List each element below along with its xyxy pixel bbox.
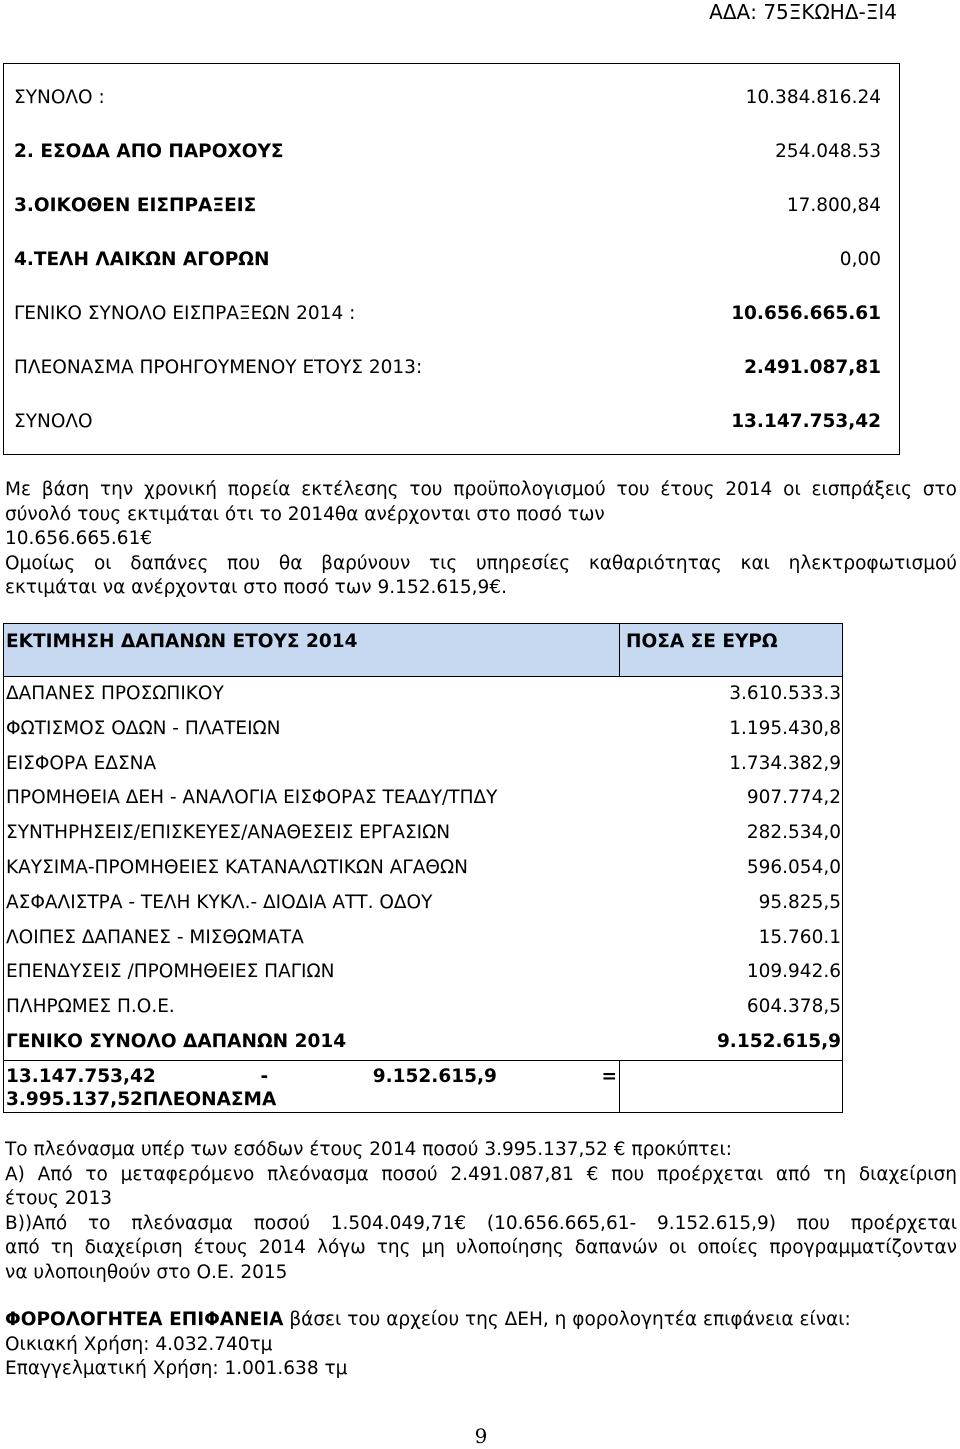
taxable-area-residential: Οικιακή Χρήση: 4.032.740τμ [5,1333,273,1355]
revenue-row [4,125,899,179]
expense-label: ΣΥΝΤΗΡΗΣΕΙΣ/ΕΠΙΣΚΕΥΕΣ/ΑΝΑΘΕΣΕΙΣ ΕΡΓΑΣΙΩΝ [6,822,451,844]
expense-row [4,677,842,712]
revenue-label: 4.ΤΕΛΗ ΛΑΙΚΩΝ ΑΓΟΡΩΝ [14,249,270,270]
expense-row [4,851,842,886]
expense-row [4,781,842,816]
expense-amount: 907.774,2 [746,787,841,809]
surplus-calculation-line: 13.147.753,42 - 9.152.615,9 = [6,1065,617,1087]
expense-label: ΔΑΠΑΝΕΣ ΠΡΟΣΩΠΙΚΟΥ [6,683,224,704]
expense-amount: 95.825,5 [758,891,841,913]
expense-row [4,886,842,921]
revenue-label: 2. ΕΣΟΔΑ ΑΠΟ ΠΑΡΟΧΟΥΣ [14,141,284,162]
taxable-area-intro: βάσει του αρχείου της ΔΕΗ, η φορολογητέα επιφάνεια είναι: [283,1309,851,1330]
revenue-row [4,341,899,395]
expense-amount: 1.195.430,8 [729,717,841,739]
surplus-explanation [5,1138,957,1286]
paragraph-line: εκτιμάται να ανέρχονται στο ποσό των 9.152.615,9€. [5,577,507,599]
expense-row [4,712,842,747]
expense-amount: 15.760.1 [758,926,841,948]
paragraph-line: Το πλεόνασμα υπέρ των εσόδων έτους 2014 ποσού 3.995.137,52 € προκύπτει: [5,1139,733,1160]
expense-row [4,990,842,1025]
expense-row [4,816,842,851]
revenue-amount: 17.800,84 [786,195,881,216]
expense-label: ΠΡΟΜΗΘΕΙΑ ΔΕΗ - ΑΝΑΛΟΓΙΑ ΕΙΣΦΟΡΑΣ ΤΕΑΔΥ/ΤΠΔΥ [6,787,498,809]
revenue-amount: 10.384.816.24 [745,87,881,108]
revenue-amount: 13.147.753,42 [731,411,881,432]
expense-row [4,921,842,956]
expense-row [4,955,842,990]
expense-label: ΠΛΗΡΩΜΕΣ Π.Ο.Ε. [6,996,175,1018]
paragraph-line: Β))Από το πλεόνασμα ποσού 1.504.049,71€ (10.656.665,61- 9.152.615,9) που προέρχεται [5,1212,957,1234]
paragraph-line: σύνολό τους εκτιμάται ότι το 2014θα ανέρχονται στο ποσό των [5,503,605,525]
revenue-label: ΣΥΝΟΛΟ [14,411,93,432]
expense-row [4,747,842,782]
surplus-calculation-empty-cell [620,1061,842,1112]
revenue-label: ΠΛΕΟΝΑΣΜΑ ΠΡΟΗΓΟΥΜΕΝΟΥ ΕΤΟΥΣ 2013: [14,357,423,378]
page-number: 9 [474,1424,488,1448]
taxable-area-commercial: Επαγγελματική Χρήση: 1.001.638 τμ [5,1358,348,1380]
expense-amount: 1.734.382,9 [729,752,841,774]
expense-label: ΕΙΣΦΟΡΑ ΕΔΣΝΑ [6,752,157,774]
revenue-label: 3.ΟΙΚΟΘΕΝ ΕΙΣΠΡΑΞΕΙΣ [14,195,257,216]
expense-table [3,623,843,1113]
ada-code: ΑΔΑ: 75ΞΚΩΗΔ-ΞΙ4 [709,0,897,24]
revenue-row [4,71,899,125]
revenue-summary-box [3,63,900,455]
paragraph-line: να υλοποιηθούν στο Ο.Ε. 2015 [5,1261,288,1283]
revenue-label: ΣΥΝΟΛΟ : [14,87,105,108]
paragraph-line: από τη διαχείριση έτους 2014 λόγω της μη υλοποίησης δαπανών οι οποίες προγραμματίζονταν [5,1237,957,1259]
paragraph-line: Ομοίως οι δαπάνες που θα βαρύνουν τις υπηρεσίες καθαριότητας και ηλεκτροφωτισμού [5,552,957,574]
taxable-area-intro-line [5,1308,957,1333]
expense-amount: 109.942.6 [746,961,841,983]
revenue-amount: 2.491.087,81 [744,357,881,378]
expense-amount: 3.610.533.3 [729,683,841,704]
revenue-amount: 254.048.53 [775,141,881,162]
revenue-label: ΓΕΝΙΚΟ ΣΥΝΟΛΟ ΕΙΣΠΡΑΞΕΩΝ 2014 : [14,303,356,324]
paragraph-line: Με βάση την χρονική πορεία εκτέλεσης του προϋπολογισμού του έτους 2014 οι εισπράξεις στο [5,479,957,500]
expense-total-amount: 9.152.615,9 [716,1030,841,1052]
expense-label: ΕΠΕΝΔΥΣΕΙΣ /ΠΡΟΜΗΘΕΙΕΣ ΠΑΓΙΩΝ [6,961,335,983]
surplus-calculation-cell [4,1061,620,1112]
expense-label: ΑΣΦΑΛΙΣΤΡΑ - ΤΕΛΗ ΚΥΚΛ.- ΔΙΟΔΙΑ ΑΤΤ. ΟΔΟΥ [6,891,433,913]
revenue-row [4,287,899,341]
surplus-calculation-row [4,1060,842,1112]
paragraph-line: 10.656.665.61€ [5,528,153,550]
expense-amount: 596.054,0 [746,856,841,878]
revenue-amount: 0,00 [839,249,881,270]
expense-table-header [4,624,842,677]
taxable-area [5,1308,957,1382]
expense-header-amount: ΠΟΣΑ ΣΕ ΕΥΡΩ [626,631,778,652]
expense-total-row [4,1025,842,1060]
revenue-row [4,233,899,287]
expense-amount: 282.534,0 [746,822,841,844]
expense-label: ΛΟΙΠΕΣ ΔΑΠΑΝΕΣ - ΜΙΣΘΩΜΑΤΑ [6,926,304,948]
expense-header-description: ΕΚΤΙΜΗΣΗ ΔΑΠΑΝΩΝ ΕΤΟΥΣ 2014 [4,624,620,676]
paragraph-line: έτους 2013 [5,1188,112,1210]
surplus-calculation-line: 3.995.137,52ΠΛΕΟΝΑΣΜΑ [6,1088,277,1110]
taxable-area-heading: ΦΟΡΟΛΟΓΗΤΕΑ ΕΠΙΦΑΝΕΙΑ [5,1309,284,1330]
expense-label: ΚΑΥΣΙΜΑ-ΠΡΟΜΗΘΕΙΕΣ ΚΑΤΑΝΑΛΩΤΙΚΩΝ ΑΓΑΘΩΝ [6,856,468,878]
revenue-amount: 10.656.665.61 [731,303,881,324]
revenue-row [4,395,899,449]
expense-label: ΦΩΤΙΣΜΟΣ ΟΔΩΝ - ΠΛΑΤΕΙΩΝ [6,717,281,739]
revenue-row [4,179,899,233]
estimate-paragraphs [5,478,957,601]
paragraph-line: Α) Από το μεταφερόμενο πλεόνασμα ποσού 2.491.087,81 € που προέρχεται από τη διαχείριση [5,1163,957,1185]
expense-total-label: ΓΕΝΙΚΟ ΣΥΝΟΛΟ ΔΑΠΑΝΩΝ 2014 [6,1030,347,1052]
expense-amount: 604.378,5 [746,996,841,1018]
